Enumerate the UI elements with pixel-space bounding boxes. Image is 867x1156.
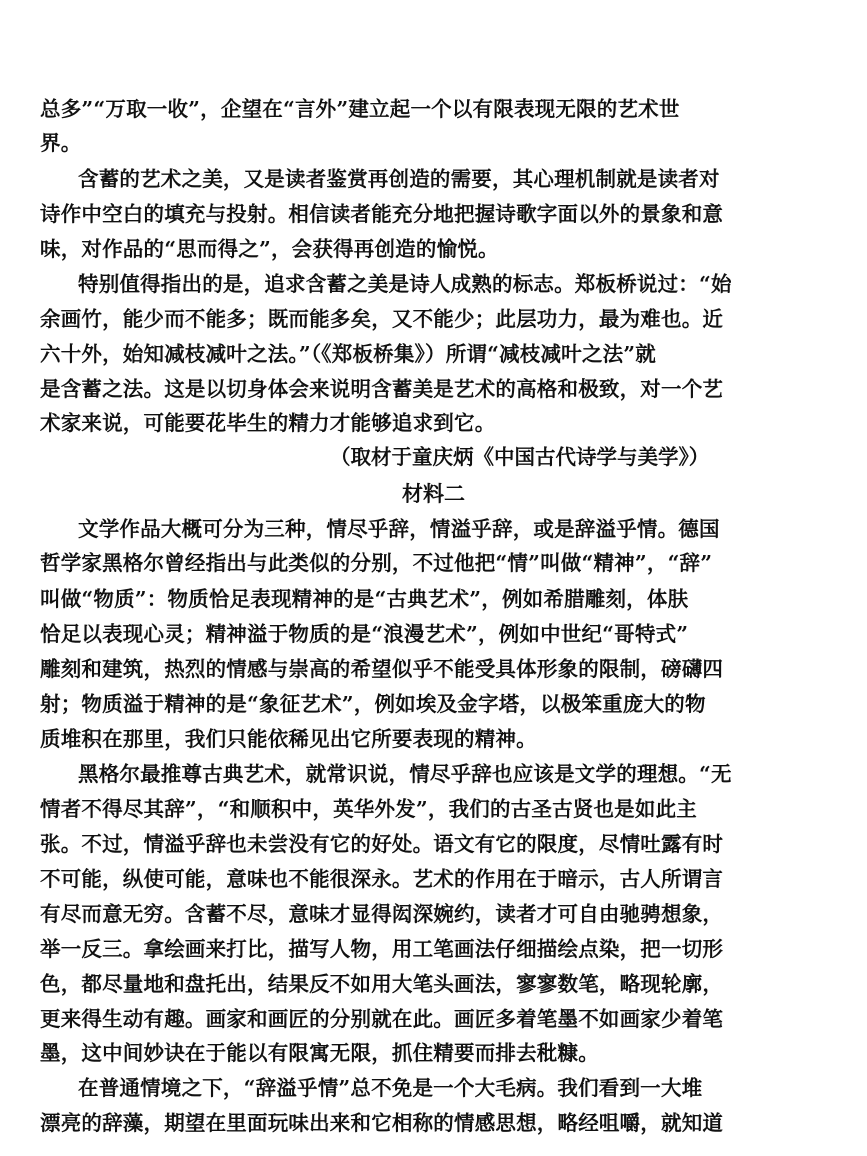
paragraph-3-line-4: 是含蓄之法。这是以切身体会来说明含蓄美是艺术的高格和极致，对一个艺: [40, 377, 724, 401]
section-heading: 材料二: [402, 481, 465, 506]
paragraph-2-line-2: 诗作中空白的填充与投射。相信读者能充分地把握诗歌字面以外的景象和意: [40, 202, 724, 226]
paragraph-3-line-2: 余画竹，能少而不能多；既而能多矣，又不能少；此层功力，最为难也。近: [40, 307, 724, 331]
source-citation: （取材于童庆炳《中国古代诗学与美学》）: [330, 445, 710, 469]
paragraph-5-line-2: 情者不得尽其辞”，“和顺积中，英华外发”，我们的古圣古贤也是如此主: [40, 797, 697, 821]
paragraph-5-line-6: 举一反三。拿绘画来打比，描写人物，用工笔画法仔细描绘点染，把一切形: [40, 937, 724, 961]
paragraph-3-line-5: 术家来说，可能要花毕生的精力才能够追求到它。: [40, 411, 496, 435]
paragraph-4-line-2: 哲学家黑格尔曾经指出与此类似的分别，不过他把“情”叫做“精神”，“辞”: [40, 551, 713, 575]
paragraph-1-line-2: 界。: [40, 131, 82, 155]
paragraph-4-line-5: 雕刻和建筑，热烈的情感与崇高的希望似乎不能受具体形象的限制，磅礴四: [40, 657, 724, 681]
paragraph-4-line-3: 叫做“物质”：物质恰足表现精神的是“古典艺术”，例如希腊雕刻，体肤: [40, 587, 689, 611]
paragraph-5-line-7: 色，都尽量地和盘托出，结果反不如用大笔头画法，寥寥数笔，略现轮廓，: [40, 972, 724, 996]
paragraph-3-line-3: 六十外，始知减枝减叶之法。”（《郑板桥集》）所谓“减枝减叶之法”就: [40, 342, 656, 366]
paragraph-4-line-1: 文学作品大概可分为三种，情尽乎辞，情溢乎辞，或是辞溢乎情。德国: [78, 517, 720, 541]
paragraph-2-line-3: 味，对作品的“思而得之”，会获得再创造的愉悦。: [40, 237, 499, 261]
paragraph-5-line-8: 更来得生动有趣。画家和画匠的分别就在此。画匠多着笔墨不如画家少着笔: [40, 1007, 724, 1031]
paragraph-4-line-4: 恰足以表现心灵；精神溢于物质的是“浪漫艺术”，例如中世纪“哥特式”: [40, 622, 689, 646]
paragraph-4-line-6: 射；物质溢于精神的是“象征艺术”，例如埃及金字塔，以极笨重庞大的物: [40, 692, 706, 716]
paragraph-2-line-1: 含蓄的艺术之美，又是读者鉴赏再创造的需要，其心理机制就是读者对: [78, 167, 720, 191]
paragraph-6-line-2: 漂亮的辞藻，期望在里面玩味出来和它相称的情感思想，略经咀嚼，就知道: [40, 1111, 724, 1135]
paragraph-4-line-7: 质堆积在那里，我们只能依稀见出它所要表现的精神。: [40, 727, 537, 751]
paragraph-3-line-1: 特别值得指出的是，追求含蓄之美是诗人成熟的标志。郑板桥说过：“始: [78, 272, 732, 296]
paragraph-1-line-1: 总多”“万取一收”，企望在“言外”建立起一个以有限表现无限的艺术世: [40, 97, 680, 121]
paragraph-5-line-9: 墨，这中间妙诀在于能以有限寓无限，抓住精要而排去秕糠。: [40, 1041, 599, 1065]
paragraph-6-line-1: 在普通情境之下，“辞溢乎情”总不免是一个大毛病。我们看到一大堆: [78, 1076, 703, 1100]
paragraph-5-line-1: 黑格尔最推尊古典艺术，就常识说，情尽乎辞也应该是文学的理想。“无: [78, 762, 732, 786]
paragraph-5-line-3: 张。不过，情溢乎辞也未尝没有它的好处。语文有它的限度，尽情吐露有时: [40, 832, 724, 856]
paragraph-5-line-5: 有尽而意无穷。含蓄不尽，意味才显得闳深婉约，读者才可自由驰骋想象，: [40, 902, 724, 926]
paragraph-5-line-4: 不可能，纵使可能，意味也不能很深永。艺术的作用在于暗示，古人所谓言: [40, 867, 724, 891]
